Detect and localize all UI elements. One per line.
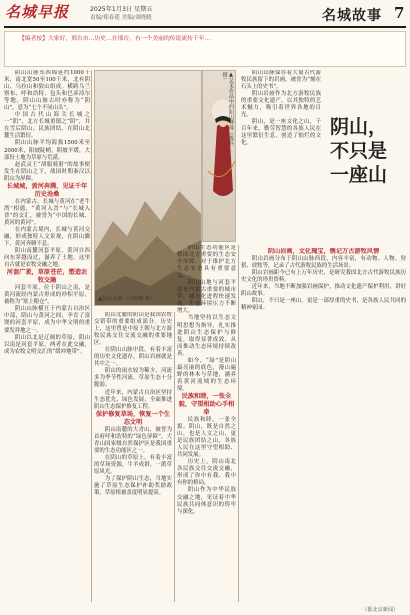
artwork-caption: ▲艺术作品中的阴山神母（陈兵摄） xyxy=(221,72,234,146)
paragraph: 阴山以北是辽阔的草原，阴山以南是河套平原，两者在此交融，成为农牧文明交汇的“缓冲地带”。 xyxy=(4,334,90,355)
paragraph: 阴山山地与河套平原是内蒙古重要的城市带，城市化进程快速发展，生态环境压力不断增大。 xyxy=(177,280,236,315)
paragraph: 阴山北麓的阴山是我国农牧交错带的重要组成部分。历史上，这里曾是中原王朝与北方游牧民族交往交流交融的重要地区。 xyxy=(94,312,172,347)
editor-note-label: 【编者按】 xyxy=(19,36,48,42)
headline-line: 只 xyxy=(349,140,369,162)
paragraph: 阴山生态功能区是我国北方重要的生态安全屏障，对于维护北方生态安全具有重要意义。 xyxy=(177,245,236,280)
header-rule xyxy=(4,26,406,28)
newspaper-header xyxy=(0,0,410,26)
paragraph: 阴山山脉平均海拔1500米至2000米，阳坡陡峭，阴坡平缓，大部份土地为草原与荒漠。 xyxy=(4,140,90,161)
headline-line: 阴 xyxy=(330,116,350,138)
headline-line: 是 xyxy=(368,140,388,162)
paragraph: 在阴山的草原上，有着丰富的草场资源，牛羊成群，一派草原风光。 xyxy=(94,454,172,475)
paragraph: 阴山，不只是一座山，更是一部厚重的史书，是各族人民共同的精神家园。 xyxy=(241,298,406,312)
column-rule xyxy=(238,245,239,602)
editor-note xyxy=(4,31,406,67)
editor-credit: 责编/郑春莲 美编/刘晓晓 xyxy=(90,15,152,21)
issue-date: 2025年1月3日 星期五 xyxy=(90,6,153,13)
subhead-great-wall: 长城城，黄河奔腾，见证千年历史沧桑 xyxy=(6,182,88,198)
headline-line: 山， xyxy=(349,116,388,138)
column-4 xyxy=(241,70,321,245)
paragraph: 阴山南麓的大青山，被誉为首府呼和浩特的“绿色屏障”，大青山国家级自然保护区是我国重要的生态功能区之一。 xyxy=(94,426,172,454)
subhead-unity: 民族和睦，一张全貌，守望相助心手相牵 xyxy=(178,392,235,416)
paragraph: 阴山，是一座文化之山，千百年来，勤劳智慧的各族人民在这里繁衍生息，创造了灿烂的文化。 xyxy=(241,119,321,147)
paragraph: 赵武灵王“胡服骑射”的故事便发生在阴山之下，战国时期秦汉以阴山为屏障。 xyxy=(4,161,90,182)
column-5 xyxy=(241,248,406,602)
headline-line: 山 xyxy=(368,164,388,186)
subhead-ecology: 保护修复草场，恢复一个生态文明 xyxy=(95,410,171,426)
paragraph: 在内蒙古境内，长城与黄河交融，形成独特人文景观，在阴山脚下，黄河奔腾不息。 xyxy=(4,226,90,248)
paragraph: 如今，“绿”是阴山最亮丽的底色，漫山遍野的林木与草地，涵养着黄河流域的生态环境。 xyxy=(177,357,236,392)
paragraph: 在内蒙古，长城与黄河在“老牛湾”相遇，“黄河入晋”与“长城入晋”的交汇，被誉为“中国的长城、黄河的黄河”。 xyxy=(4,198,90,226)
section-title: 名城故事 xyxy=(322,8,382,24)
paragraph: 阴山作为中华民族交融之地，见证着中华民族共同体意识的铸牢与深化。 xyxy=(177,487,236,515)
paragraph: 在阴山山脉中段，有着丰富的历史文化遗存，阴山岩画就是其中之一。 xyxy=(94,347,172,368)
paragraph: 为了保护阴山生态，当地实施了草原生态保护补助奖励政策，草原植被盖度明显提高。 xyxy=(94,475,172,497)
page-number: 7 xyxy=(394,4,405,22)
section-header xyxy=(322,4,406,24)
headline-line: 一 xyxy=(330,164,350,186)
paragraph: 近年来，内蒙古自治区坚持生态优先、绿色发展，全面推进阴山生态保护修复工程。 xyxy=(94,389,172,410)
paragraph: 中国古代山海关长城之一“阴”，北方长城重镇之“阴”，并在雪后阴山。民族团结，在阴山北麓生活繁衍。 xyxy=(4,112,90,140)
paragraph: 阴山山脉保存着大量古代游牧民族留下的岩画，被誉为“刻在石头上的史书”。 xyxy=(241,70,321,91)
paragraph: 阴山的雨水较为稀少，河流多为季节性河流，草原生态十分脆弱。 xyxy=(94,368,172,389)
headline-line: 不 xyxy=(330,140,350,162)
newspaper-logo: 名城早报 xyxy=(5,3,70,21)
paragraph: 民族和睦，一张全貌。阴山，既是自然之山，也是人文之山，更是民族团结之山，各族人民在这里守望相助、共同发展。 xyxy=(177,416,236,459)
paragraph: 当地坚持以生态文明思想为指导，扎实推进阴山生态保护与修复，取得显著成效，从而推动生态环境持续改善。 xyxy=(177,315,236,357)
column-1 xyxy=(4,70,90,602)
headline xyxy=(330,115,390,187)
paragraph: 近年来，当地不断加强岩画保护，推动文化遗产保护利用，讲好阴山故事。 xyxy=(241,284,406,298)
paragraph: 阴山岩画作为北方游牧民族的重要文化遗产，以其独特的艺术魅力，吸引着世界各地的目光。 xyxy=(241,91,321,119)
paragraph: 阴山山脉东西绵延约1000千米，南北宽50至100千米，北有阴山、乌拉山和狼山组成。横跨乌兰察布、呼和浩特、包头和巴彦淖尔等地，阴山山脉古时亦称为“阴山”，意为“七个不同山头”。 xyxy=(4,70,90,112)
paragraph: 阴山岩画分布于阴山山脉西段，内容丰富，有动物、人物、狩猎、放牧等，记录了古代游牧民族的生活场景。 xyxy=(241,256,406,270)
editor-note-text: 大家好，邢台市…历史…在邢台，有一个美丽的传说流传千年… xyxy=(48,36,211,42)
paragraph: 历史上，阴山南北各民族交往交流交融，形成了你中有我、我中有你的格局。 xyxy=(177,459,236,487)
source-credit: （据北京新闻） xyxy=(362,607,399,613)
column-rule xyxy=(91,70,92,602)
subhead-rock-art: 阴山岩画，文化瑰宝，镌记万古游牧风情 xyxy=(267,248,380,255)
paragraph: 阴山岩画距今已有上万年历史，是研究我国北方古代游牧民族历史文化的珍贵资料。 xyxy=(241,270,406,284)
subhead-hetao: 河套广袤，草原苍茫，塑造农牧交融 xyxy=(6,269,88,285)
column-rule xyxy=(174,312,175,602)
headline-line: 座 xyxy=(349,164,369,186)
column-3 xyxy=(177,245,236,602)
paragraph: 阴山南麓河套平原，黄河自西向东穿越而过，滋养了土地，这里自古就是农牧交融之地。 xyxy=(4,248,90,269)
paragraph: 河套平原，位于阴山之南，是黄河流经内蒙古形成的冲积平原，被称为“塞上粮仓”。 xyxy=(4,285,90,306)
column-2 xyxy=(94,312,172,602)
paragraph: 阴山山脉横亘于内蒙古自治区中部，阴山与黄河之间，孕育了富饶的河套平原，成为中华文明的重要发祥地之一。 xyxy=(4,306,90,334)
photo-caption: ▲阴山山脉（高碧峰 摄） xyxy=(98,296,156,302)
